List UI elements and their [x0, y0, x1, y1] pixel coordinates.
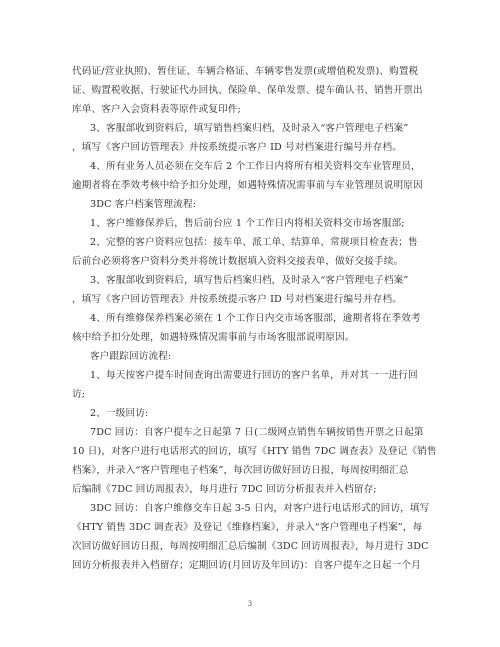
text-line: 《HTY 销售 3DC 调查表》及登记《维修档案》，并录入“客户管理电子档案”，每 [72, 522, 423, 533]
text-line: 代码证/营业执照)、暂住证、车辆合格证、车辆零售发票(或增值税发票)、购置税 [72, 66, 419, 77]
text-line: 3DC 回访：自客户维修交车日起 3-5 日内，对客户进行电话形式的回访，填写 [90, 503, 430, 514]
text-line: 2、完整的客户资料应包括：接车单、派工单、结算单、常规项目检查表；售 [90, 237, 418, 248]
text-line: 回访分析报表并入档留存；定期回访(月回访及年回访)：自客户提车之日起一个月 [72, 560, 421, 571]
text-line: 后前台必须将客户资料分类并将统计数据填入资料交接表单，做好交接手续。 [72, 256, 404, 267]
text-line: ，填写《客户回访管理表》并按系统提示客户 ID 号对档案进行编号并存档。 [72, 294, 402, 305]
text-line: 访; [72, 389, 86, 400]
text-line: ，填写《客户回访管理表》并按系统提示客户 ID 号对档案进行编号并存档。 [72, 142, 402, 153]
text-line: 后编制《7DC 回访周报表》，每月进行 7DC 回访分析报表并入档留存; [72, 484, 377, 495]
text-line: 1、客户维修保养后，售后前台应 1 个工作日内将相关资料交市场客服部; [90, 218, 405, 229]
text-line: 次回访做好回访日报，每周按明细汇总后编制《3DC 回访周报表》，每月进行 3DC [72, 541, 429, 552]
text-line: 3、客服部收到资料后，填写销售档案归档，及时录入“客户管理电子档案” [90, 123, 409, 134]
text-line: 库单、客户入会资料表等原件或复印件; [72, 104, 242, 115]
text-line: 逾期者将在季效考核中给予扣分处理，如遇特殊情况需事前与车业管理员说明原因 [72, 180, 423, 191]
text-line: 档案》，并录入“客户管理电子档案”，每次回访做好回访日报，每周按明细汇总 [72, 465, 409, 476]
page-number: 3 [247, 600, 253, 608]
text-line: 4、所有维修保养档案必须在 1 个工作日内交市场客服部，逾期者将在季效考 [90, 313, 421, 324]
text-line: 7DC 回访：自客户提车之日起第 7 日(二级网点销售车辆按销售开票之日起第 [90, 427, 424, 438]
text-line: 证、购置税收据、行驶证代办回执、保险单、保单发票、提车确认书、销售开票出 [72, 85, 423, 96]
text-line: 1、每天按客户提车时间查询出需要进行回访的客户名单，并对其一一进行回 [90, 370, 418, 381]
text-line: 4、所有业务人员必须在交车后 2 个工作日内将所有相关资料交车业管理员， [90, 161, 421, 172]
text-line: 10 日)，对客户进行电话形式的回访，填写《HTY 销售 7DC 调查表》及登记《销售 [72, 446, 437, 457]
text-line: 核中给予扣分处理，如遇特殊情况需事前与市场客服部说明原因。 [72, 332, 355, 343]
section-heading: 客户跟踪回访流程: [90, 351, 172, 362]
text-line: 3、客服部收到资料后，填写售后档案归档，及时录入“客户管理电子档案” [90, 275, 409, 286]
text-line: 2、一级回访: [90, 408, 149, 419]
section-heading: 3DC 客户档案管理流程: [90, 199, 197, 210]
